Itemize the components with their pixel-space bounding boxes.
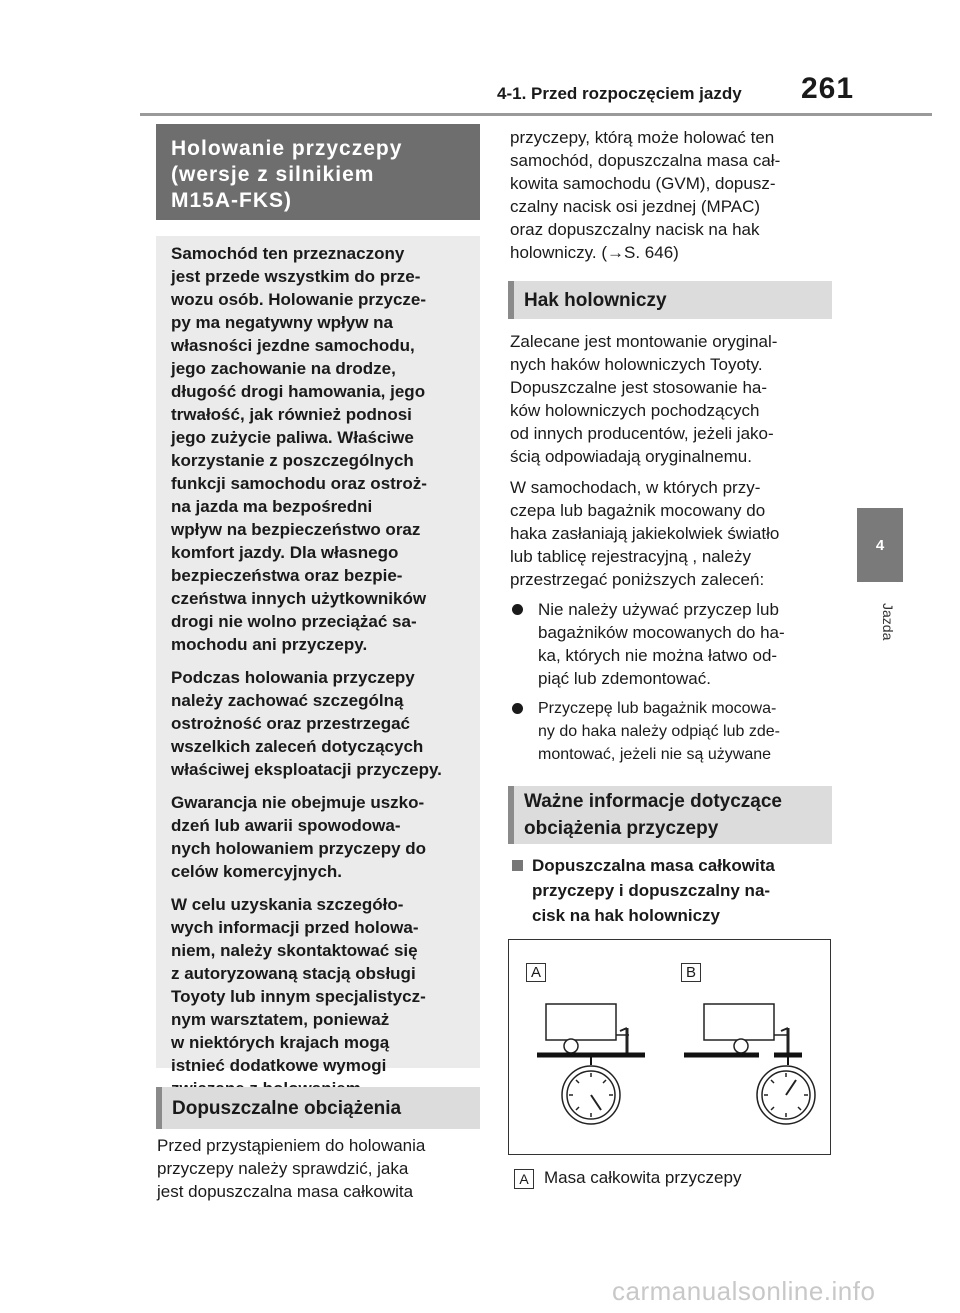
bullet-text: Nie należy używać przyczep lub bagażników mocowanych do ha- ka, których nie można łatwo od- piąć lub zdemontować. [538,600,785,688]
hitch-text-1: Zalecane jest montowanie oryginal- nych haków holowniczych Toyoty. Dopuszczalne jest stosowanie ha- ków holowniczych pochodzących od innych producentów, jeżeli jako- ścią odpowiadają oryginalnemu. [510,332,778,466]
caption-text: Masa całkowita przyczepy [544,1168,742,1187]
intro-paragraph-1: Samochód ten przeznaczony jest przede wszystkim do prze- wozu osób. Holowanie przycze- py ma negatywny wpływ na własności jezdne samochodu, jego zachowanie na drodze, długość drogi hamowania, jego trwałość, jak również podnosi jego zużycie paliwa. Właściwe korzystanie z poszczególnych funkcji samochodu oraz ostroż- na jazda ma bezpośredni wpływ na bezpieczeństwo oraz komfort jazdy. Dla własnego bezpieczeństwa oraz bezpie- czeństwa innych użytkowników drogi nie wolno przeciążać sa- mochodu ani przyczepy. [171,244,427,654]
chapter-tab[interactable]: 4 [857,508,903,582]
intro-paragraph-2: Podczas holowania przyczepy należy zachować szczególną ostrożność oraz przestrzegać wszelkich zaleceń dotyczących właściwej eksploatacji przyczepy. [171,668,442,779]
intro-box [156,236,480,1075]
square-bullet-icon [512,860,523,871]
trailer-a-icon [546,1004,629,1054]
hitch-heading: Hak holowniczy [508,281,832,319]
figure-label-a: A [526,963,546,982]
continued-text: przyczepy, którą może holować ten samochód, dopuszczalna masa cał- kowita samochodu (GVM), dopusz- czalny nacisk osi jezdnej (MPAC) oraz dopuszczalny nacisk na hak holowniczy. (→S. 646) [510,128,781,262]
figure-label-b: B [681,963,701,982]
bullet-icon [512,604,523,615]
intro-paragraph-4: W celu uzyskania szczegóło- wych informacji przed holowa- niem, należy skontaktować się z autoryzowaną stacją obsługi Toyoty lub innym specjalistycz- nym warsztatem, ponieważ w niektórych krajach mogą istnieć dodatkowe wymogi [171,895,426,1075]
trailer-b-icon [704,1004,788,1054]
trailer-weight-figure [508,939,831,1155]
section-title: 4-1. Przed rozpoczęciem jazdy [497,84,742,103]
load-info-heading: Ważne informacje dotyczące obciążenia przyczepy [508,786,832,844]
bullet-item-1 [512,598,838,693]
bullet-icon [512,703,523,714]
intro-paragraph-3: Gwarancja nie obejmuje uszko- dzeń lub awarii spowodowa- nych holowaniem przyczepy do celów komercyjnych. [171,793,427,881]
caption-label: A [514,1169,534,1189]
figure-caption [514,1168,741,1189]
chapter-label: Jazda [880,603,896,641]
page-title: Holowanie przyczepy (wersje z silnikiem M15A-FKS) [156,124,480,220]
scale-dial-b-icon [757,1066,815,1124]
permissible-loads-heading: Dopuszczalne obciążenia [156,1087,480,1129]
permissible-loads-text: Przed przystąpieniem do holowania przyczepy należy sprawdzić, jaka jest dopuszczalna masa całkowita [157,1136,426,1201]
trailer-scale-illustration [509,940,830,1154]
hitch-text-2: W samochodach, w których przy- czepa lub bagażnik mocowany do haka zasłaniają jakiekolwiek światło lub tablicę rejestracyjną , należy przestrzegać poniższych zaleceń: [510,478,780,589]
scale-dial-a-icon [562,1066,620,1124]
page-number: 261 [801,72,855,105]
bullet-text: Przyczepę lub bagażnik mocowa- ny do haka należy odpiąć lub zde- montować, jeżeli nie są używane [538,700,780,763]
load-subheading-text: Dopuszczalna masa całkowita przyczepy i dopuszczalny na- cisk na hak holowniczy [532,856,775,925]
watermark: carmanualsonline.info [612,1276,876,1306]
header-divider [140,113,932,116]
bullet-item-2 [512,697,838,769]
